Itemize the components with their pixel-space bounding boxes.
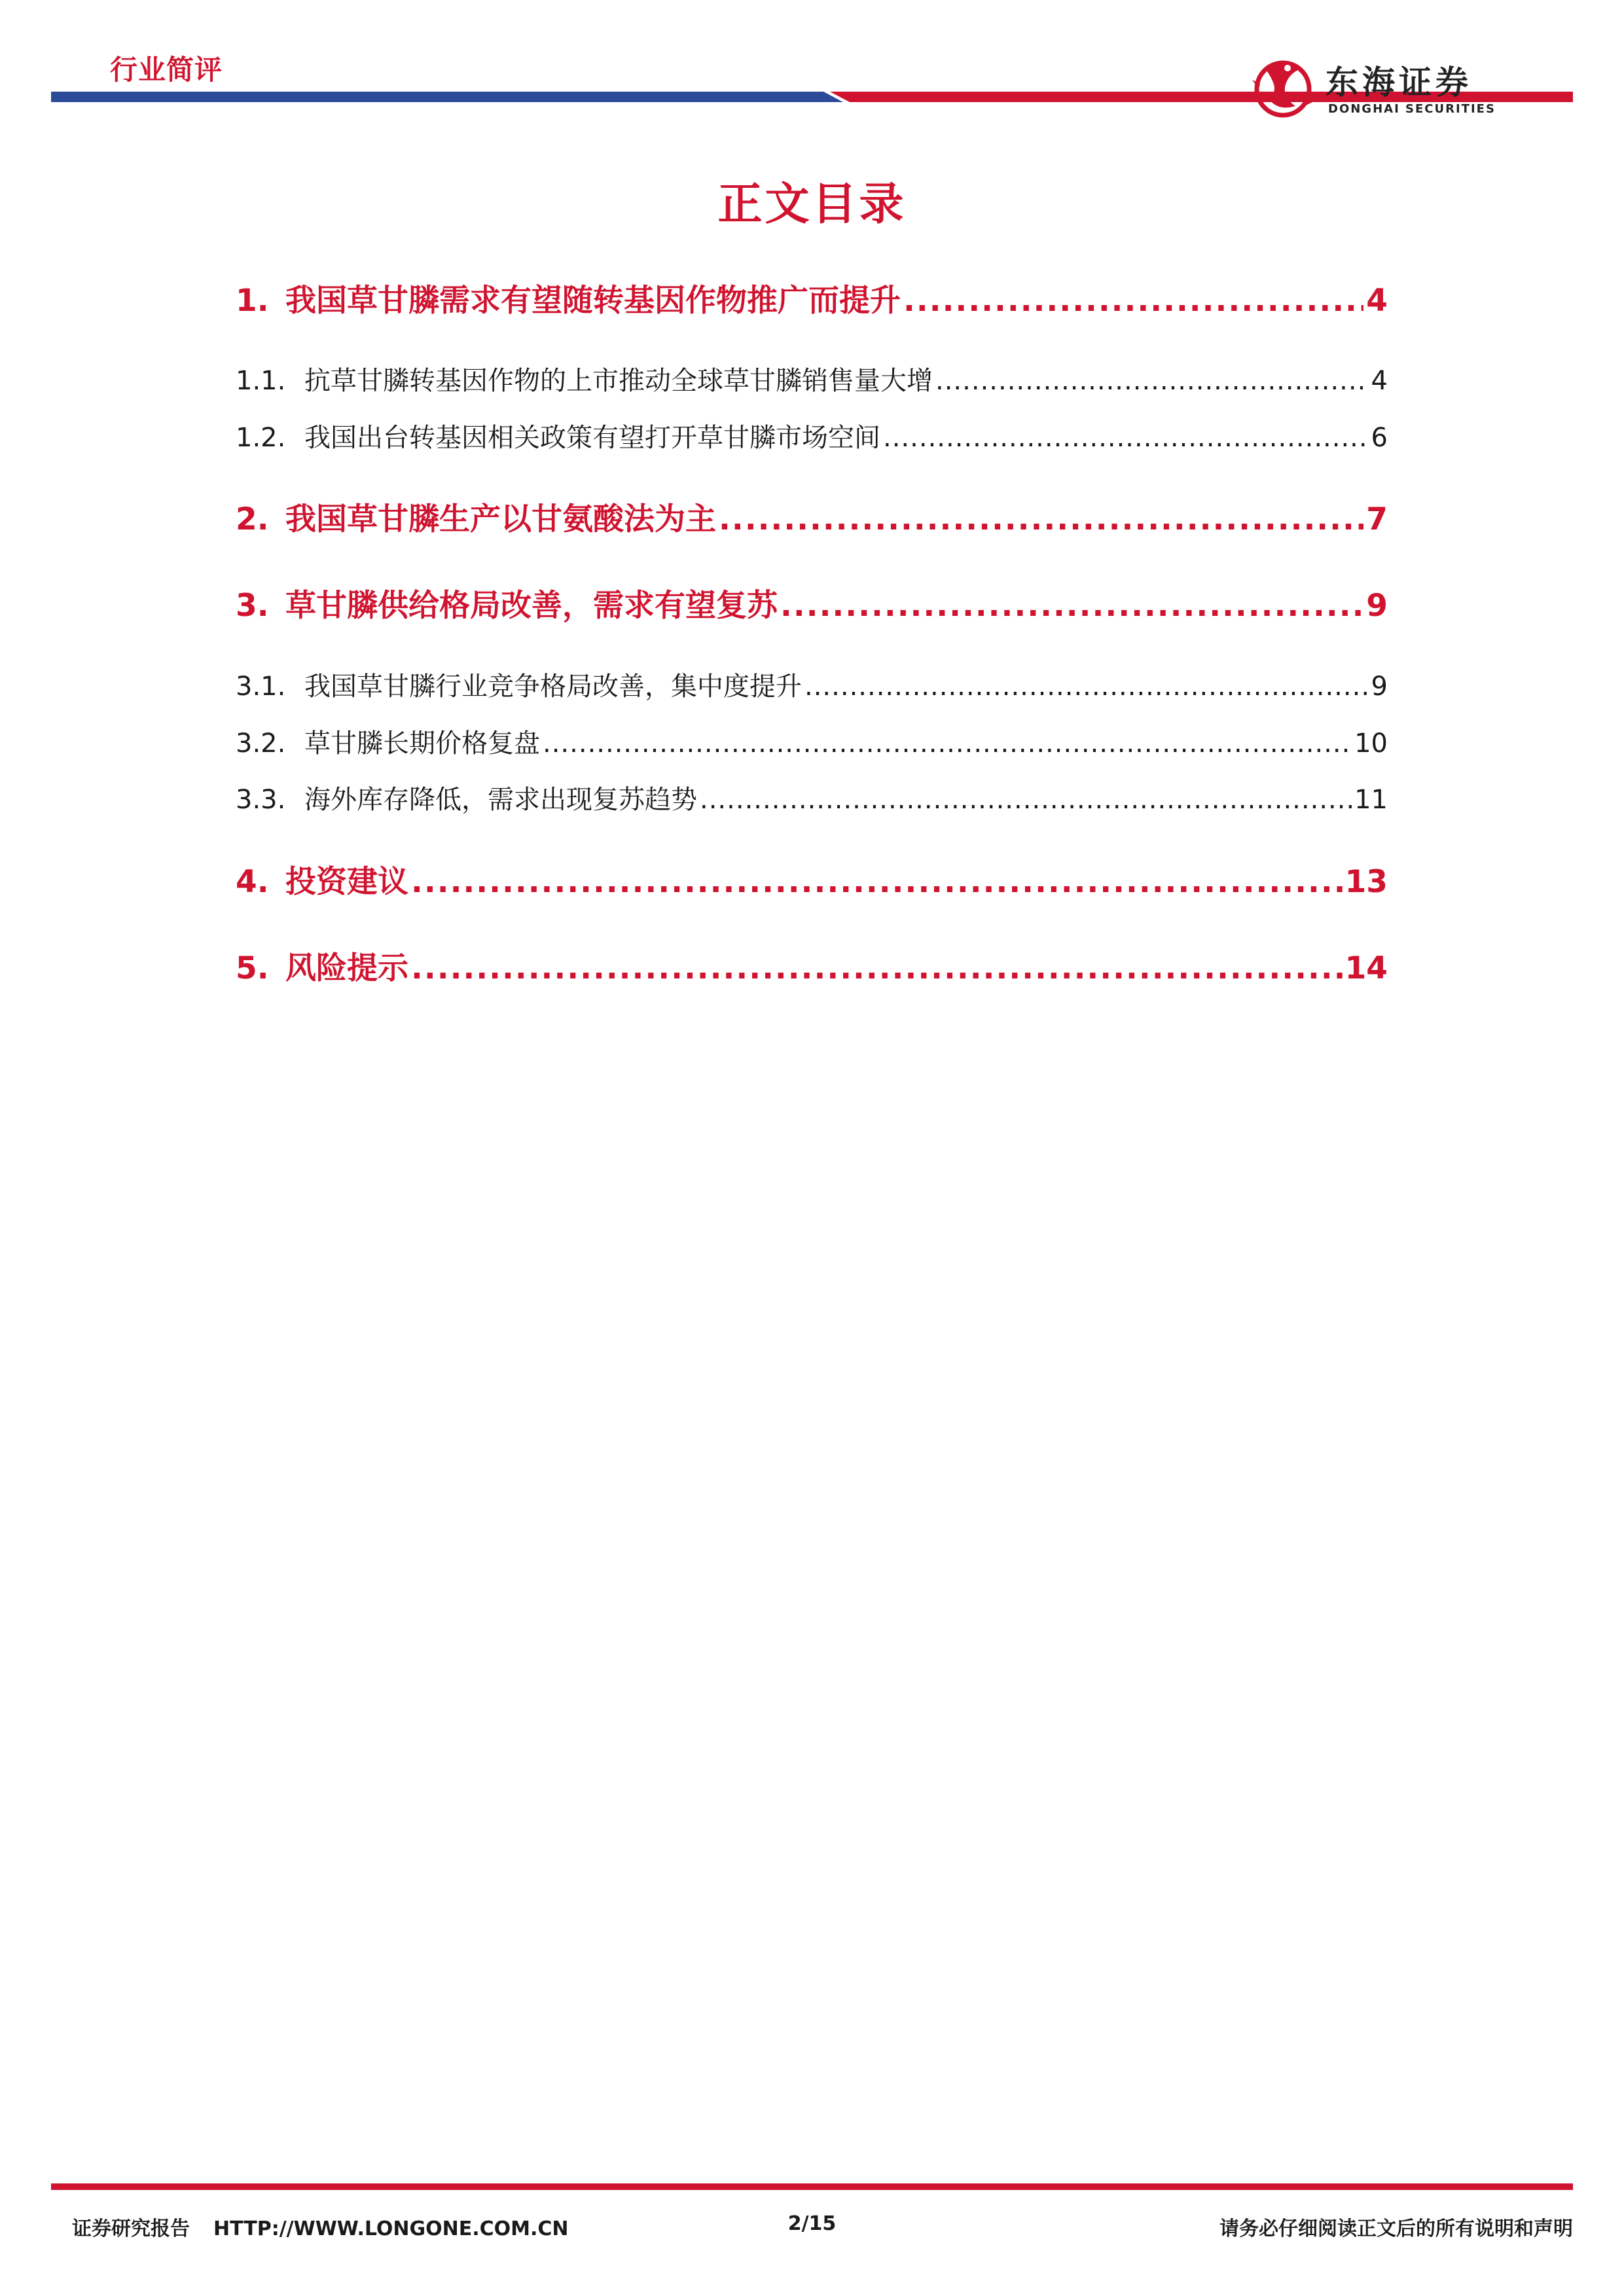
toc-entry-title: 投资建议: [285, 864, 408, 900]
toc-entry-5[interactable]: [236, 944, 1388, 988]
toc-entry-number: 3.3.: [236, 785, 286, 815]
toc-entry-title: 草甘膦长期价格复盘: [304, 728, 540, 759]
toc-entry-page: 4: [1366, 283, 1388, 319]
toc-entry-number: 1.1.: [236, 366, 286, 396]
toc-entry-3-3[interactable]: [236, 779, 1388, 816]
toc-entry-page: 7: [1366, 501, 1388, 537]
toc-entry-number: 3.: [236, 588, 269, 624]
dragon-logo-icon: [1247, 51, 1319, 123]
toc-entry-4[interactable]: [236, 857, 1388, 901]
toc-entry-title: 草甘膦供给格局改善，需求有望复苏: [285, 588, 778, 624]
toc-entry-1-1[interactable]: [236, 360, 1388, 397]
toc-leader-dots: [700, 785, 1352, 815]
toc-leader-dots: [411, 950, 1343, 986]
toc-entry-title: 我国草甘膦生产以甘氨酸法为主: [285, 501, 716, 537]
toc-leader-dots: [543, 728, 1352, 759]
toc-leader-dots: [903, 283, 1363, 319]
footer-page-indicator: 2/15: [787, 2212, 837, 2235]
toc-entry-number: 2.: [236, 501, 269, 537]
toc-entry-page: 9: [1371, 672, 1388, 702]
toc-leader-dots: [804, 672, 1369, 702]
toc-entry-3[interactable]: [236, 581, 1388, 625]
toc-entry-page: 14: [1344, 950, 1388, 986]
toc-entry-page: 4: [1371, 366, 1388, 396]
toc-leader-dots: [411, 864, 1343, 900]
toc-entry-number: 1.2.: [236, 423, 286, 453]
toc-leader-dots: [719, 501, 1363, 537]
toc-entry-page: 11: [1354, 785, 1388, 815]
toc-entry-1[interactable]: [236, 276, 1388, 320]
logo-cn-text: 东海证券: [1326, 63, 1472, 101]
toc-leader-dots: [935, 366, 1369, 396]
footer-divider: [51, 2181, 1573, 2192]
toc-entry-title: 风险提示: [285, 950, 408, 986]
toc-entry-title: 抗草甘膦转基因作物的上市推动全球草甘膦销售量大增: [304, 366, 933, 396]
toc-entry-1-2[interactable]: [236, 417, 1388, 454]
toc-entry-number: 3.1.: [236, 672, 286, 702]
toc-entry-3-1[interactable]: [236, 666, 1388, 703]
toc-entry-number: 1.: [236, 283, 269, 319]
company-logo: [1247, 51, 1574, 123]
toc-entry-title: 海外库存降低，需求出现复苏趋势: [304, 785, 697, 815]
footer-report-type: 证券研究报告: [72, 2217, 190, 2240]
toc-entry-page: 6: [1371, 423, 1388, 453]
section-label: 行业简评: [110, 54, 223, 86]
toc-entry-title: 我国出台转基因相关政策有望打开草甘膦市场空间: [304, 423, 880, 453]
toc-entry-page: 13: [1344, 864, 1388, 900]
logo-en-text: DONGHAI SECURITIES: [1328, 102, 1496, 116]
toc-entry-number: 5.: [236, 950, 269, 986]
toc-entry-page: 9: [1366, 588, 1388, 624]
toc-entry-page: 10: [1354, 728, 1388, 759]
footer-url-link[interactable]: HTTP://WWW.LONGONE.COM.CN: [213, 2217, 569, 2240]
toc-leader-dots: [780, 588, 1363, 624]
toc-entry-number: 4.: [236, 864, 269, 900]
toc-leader-dots: [883, 423, 1369, 453]
footer-disclaimer: 请务必仔细阅读正文后的所有说明和声明: [1219, 2217, 1573, 2240]
toc-entry-title: 我国草甘膦需求有望随转基因作物推广而提升: [285, 283, 901, 319]
toc-heading: 正文目录: [717, 179, 907, 230]
toc-entry-number: 3.2.: [236, 728, 286, 759]
toc-entry-title: 我国草甘膦行业竞争格局改善，集中度提升: [304, 672, 802, 702]
toc-entry-3-2[interactable]: [236, 723, 1388, 760]
toc-entry-2[interactable]: [236, 495, 1388, 539]
